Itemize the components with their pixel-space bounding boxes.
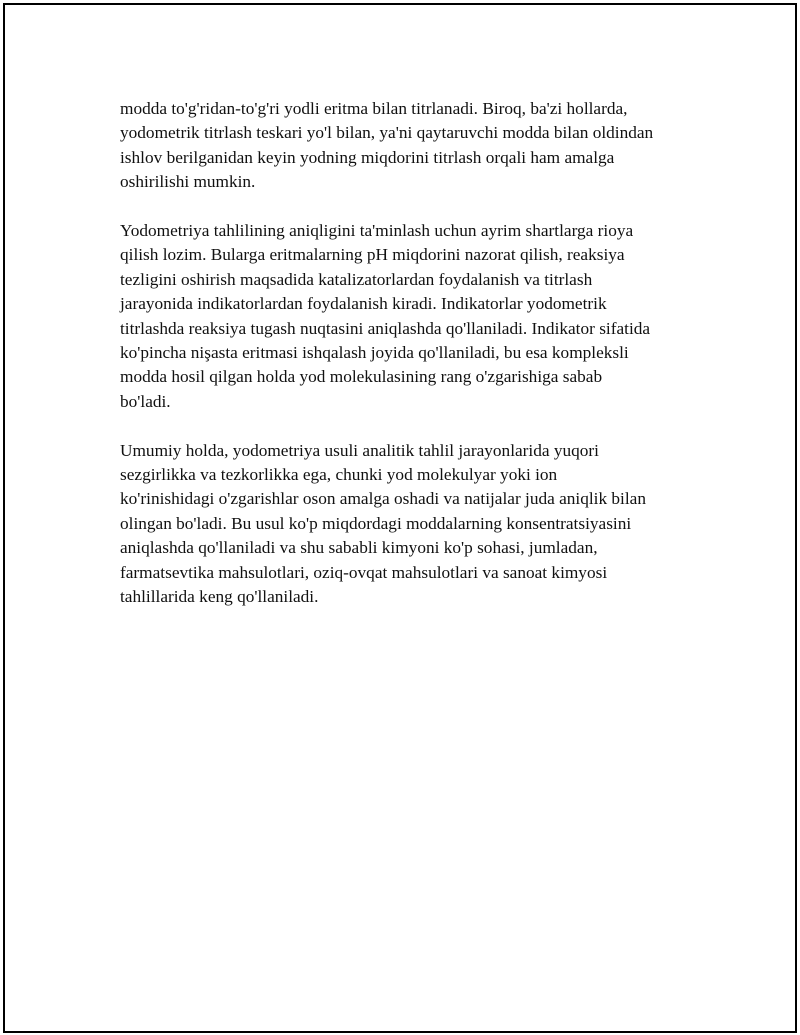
paragraph-line: modda to'g'ridan-to'g'ri yodli eritma bilan titrlanadi. Biroq, ba'zi hollarda, <box>120 99 628 118</box>
paragraph-line: aniqlashda qo'llaniladi va shu sababli kimyoni ko'p sohasi, jumladan, <box>120 538 598 558</box>
paragraph-line: farmatsevtika mahsulotlari, oziq-ovqat mahsulotlari va sanoat kimyosi <box>120 562 608 582</box>
paragraph-line: tahlillarida keng qo'llaniladi. <box>120 587 319 607</box>
paragraph-line: yodometrik titrlash teskari yo'l bilan, ya'ni qaytaruvchi modda bilan oldindan <box>120 123 654 143</box>
paragraph-2 <box>120 219 700 414</box>
paragraph-line: jarayonida indikatorlardan foydalanish kiradi. Indikatorlar yodometrik <box>120 294 607 314</box>
paragraph-line: Yodometriya tahlilining aniqligini ta'minlash uchun ayrim shartlarga rioya <box>120 221 634 241</box>
document-body <box>120 97 700 634</box>
paragraph-line: tezligini oshirish maqsadida katalizatorlardan foydalanish va titrlash <box>120 269 593 289</box>
paragraph-line: ko'rinishidagi o'zgarishlar oson amalga oshadi va natijalar juda aniqlik bilan <box>120 489 646 509</box>
paragraph-line: ishlov berilganidan keyin yodning miqdorini titrlash orqali ham amalga <box>120 147 615 167</box>
paragraph-line: Umumiy holda, yodometriya usuli analitik tahlil jarayonlarida yuqori <box>120 440 599 460</box>
paragraph-line: sezgirlikka va tezkorlikka ega, chunki yod molekulyar yoki ion <box>120 465 558 485</box>
document-page <box>3 3 797 1033</box>
paragraph-1 <box>120 97 700 195</box>
paragraph-line: titrlashda reaksiya tugash nuqtasini aniqlashda qo'llaniladi. Indikator sifatida <box>120 318 651 338</box>
paragraph-line: oshirilishi mumkin. <box>120 172 256 192</box>
paragraph-3 <box>120 439 700 610</box>
paragraph-line: bo'ladi. <box>120 391 171 411</box>
paragraph-line: qilish lozim. Bularga eritmalarning pH miqdorini nazorat qilish, reaksiya <box>120 245 625 265</box>
paragraph-line: ko'pincha nişasta eritmasi ishqalash joyida qo'llaniladi, bu esa kompleksli <box>120 343 629 363</box>
paragraph-line: olingan bo'ladi. Bu usul ko'p miqdordagi moddalarning konsentratsiyasini <box>120 513 632 533</box>
paragraph-line: modda hosil qilgan holda yod molekulasining rang o'zgarishiga sabab <box>120 367 603 387</box>
